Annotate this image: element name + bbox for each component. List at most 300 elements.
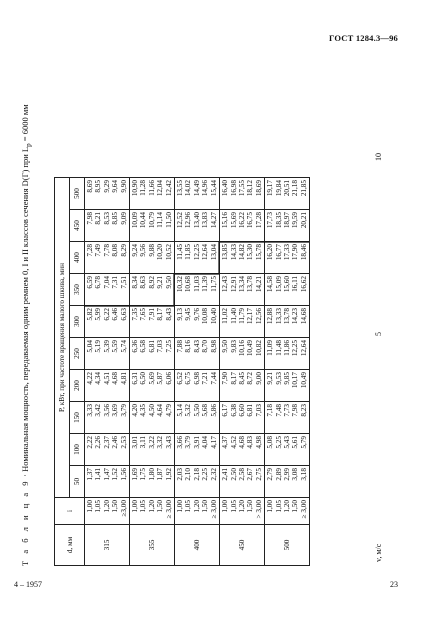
diameter-cell: 355: [130, 525, 175, 566]
power-value: 19,84: [274, 180, 283, 197]
power-values-cell: [85, 338, 130, 370]
power-value: 8,92: [147, 276, 156, 289]
speed-header-200: 200: [70, 370, 85, 402]
ratio-value: 1,00: [176, 500, 185, 513]
power-value: 3,79: [184, 436, 193, 449]
ratio-cell: [265, 498, 310, 525]
power-value: 5,82: [86, 308, 94, 321]
power-value: 3,69: [111, 404, 120, 417]
power-value: 12,52: [176, 212, 185, 229]
power-value: 4,34: [94, 372, 103, 385]
power-value: 8,53: [102, 212, 111, 225]
power-values-cell: [265, 434, 310, 466]
ratio-cell: [220, 498, 265, 525]
power-value: 14,27: [209, 212, 218, 229]
power-value: 5,50: [192, 404, 201, 417]
power-value: 4,79: [164, 404, 173, 417]
power-value: 2,58: [237, 468, 246, 481]
power-values-cell: [175, 210, 220, 242]
speed-header-350: 350: [70, 274, 85, 306]
power-value: 12,64: [299, 340, 308, 357]
ratio-value: 1,05: [184, 500, 193, 513]
power-value: 8,29: [119, 244, 128, 257]
power-value: 7,18: [266, 404, 275, 417]
power-value: 18,69: [254, 180, 263, 197]
power-value: 7,31: [111, 276, 120, 289]
power-value: 18,97: [282, 212, 291, 229]
power-value: 3,11: [139, 436, 148, 449]
power-value: 10,20: [156, 244, 165, 261]
power-value: 9,50: [221, 340, 230, 353]
power-value: 13,85: [221, 244, 230, 261]
ratio-value: 1,20: [192, 500, 201, 513]
power-values-cell: [130, 402, 175, 434]
diameter-cell: 400: [175, 525, 220, 566]
power-value: 3,32: [156, 436, 165, 449]
power-value: 4,22: [86, 372, 94, 385]
ratio-value: 1,00: [131, 500, 140, 513]
power-value: 4,37: [221, 436, 230, 449]
power-value: 2,46: [111, 436, 120, 449]
power-value: 11,39: [201, 276, 210, 292]
power-value: 10,40: [209, 308, 218, 325]
power-value: 8,69: [86, 180, 94, 193]
power-value: 8,43: [164, 308, 173, 321]
power-values-cell: [130, 306, 175, 338]
power-value: 5,69: [147, 372, 156, 385]
power-value: 17,28: [254, 212, 263, 229]
speed-header-150: 150: [70, 402, 85, 434]
power-value: 7,44: [209, 372, 218, 385]
power-value: 2,50: [229, 468, 238, 481]
power-values-cell: [130, 274, 175, 306]
power-value: 12,91: [229, 276, 238, 293]
power-value: 11,85: [184, 244, 193, 260]
ratio-value: 1,05: [229, 500, 238, 513]
power-value: 9,24: [131, 244, 140, 257]
power-value: 10,32: [176, 276, 185, 293]
power-value: 11,86: [282, 340, 291, 356]
power-value: 3,42: [94, 404, 103, 417]
power-values-cell: [175, 306, 220, 338]
power-value: 10,90: [131, 180, 140, 197]
power-value: 12,96: [184, 212, 193, 229]
power-value: 4,81: [119, 372, 128, 385]
power-value: 1,52: [111, 468, 120, 481]
power-values-cell: [220, 434, 265, 466]
power-value: 9,90: [119, 180, 128, 193]
power-value: 3,79: [119, 404, 128, 417]
velocity-mark-10: 10: [374, 153, 383, 161]
power-value: 10,82: [254, 340, 263, 357]
power-values-cell: [130, 370, 175, 402]
speed-header-100: 100: [70, 434, 85, 466]
power-value: 7,73: [282, 404, 291, 417]
power-value: 9,56: [139, 244, 148, 257]
power-values-cell: [130, 210, 175, 242]
power-values-cell: [220, 466, 265, 498]
diameter-cell: 450: [220, 525, 265, 566]
power-value: 16,22: [237, 212, 246, 229]
power-value: 11,66: [147, 180, 156, 196]
power-value: 14,68: [299, 308, 308, 325]
power-value: 2,25: [201, 468, 210, 481]
power-value: 2,32: [209, 468, 218, 481]
power-values-cell: [220, 274, 265, 306]
speed-header-250: 250: [70, 338, 85, 370]
power-value: 11,09: [266, 340, 275, 356]
power-value: 2,67: [246, 468, 255, 481]
power-value: 14,23: [291, 308, 300, 325]
power-value: 4,83: [246, 436, 255, 449]
diameter-cell: 500: [265, 525, 310, 566]
power-value: 11,75: [209, 276, 218, 292]
power-value: 4,20: [131, 404, 140, 417]
power-value: 7,35: [131, 308, 140, 321]
power-value: 9,50: [164, 276, 173, 289]
power-value: 7,25: [164, 340, 173, 353]
ratio-value: 1,20: [237, 500, 246, 513]
power-value: 9,13: [176, 308, 185, 321]
power-value: 3,91: [192, 436, 201, 449]
table-row: [130, 178, 175, 566]
rotated-table-block: [20, 56, 400, 566]
power-value: 5,19: [94, 340, 103, 353]
ratio-value: ≥ 3,00: [164, 500, 173, 519]
power-value: 18,35: [274, 212, 283, 229]
col-header-d: d, мм: [55, 525, 85, 566]
power-value: 10,49: [299, 372, 308, 389]
power-value: 11,79: [237, 308, 246, 324]
power-values-cell: [175, 274, 220, 306]
power-value: 1,56: [119, 468, 128, 481]
power-value: 21,85: [299, 180, 308, 197]
power-value: 9,21: [266, 372, 275, 385]
power-value: 6,63: [119, 308, 128, 321]
ratio-value: ≥ 3,00: [299, 500, 308, 519]
power-value: 1,75: [139, 468, 148, 481]
table-row: [265, 178, 310, 566]
ratio-cell: [85, 498, 130, 525]
power-value: 14,96: [201, 180, 210, 197]
power-values-cell: [130, 466, 175, 498]
ratio-value: 1,00: [86, 500, 94, 513]
power-value: 12,17: [246, 308, 255, 325]
power-value: 9,76: [192, 308, 201, 321]
power-value: 10,08: [201, 308, 210, 325]
power-value: 8,08: [111, 244, 120, 257]
power-value: 20,51: [282, 180, 291, 197]
power-value: 20,21: [299, 212, 308, 229]
power-values-cell: [220, 402, 265, 434]
power-value: 12,43: [221, 276, 230, 293]
power-value: 8,72: [246, 372, 255, 385]
power-value: 5,39: [102, 340, 111, 353]
power-value: 5,14: [176, 404, 185, 417]
power-value: 8,85: [111, 212, 120, 225]
ratio-value: 1,20: [282, 500, 291, 513]
power-values-cell: [130, 338, 175, 370]
power-values-cell: [175, 242, 220, 274]
power-value: 4,52: [229, 436, 238, 449]
ratio-value: 1,00: [221, 500, 230, 513]
power-value: 16,75: [246, 212, 255, 229]
power-value: 6,98: [192, 372, 201, 385]
power-value: 2,75: [254, 468, 263, 481]
power-value: 5,68: [201, 404, 210, 417]
power-value: 14,02: [184, 180, 193, 197]
caption-label: Т а б л и ц а 9: [20, 478, 30, 566]
power-value: 5,86: [209, 404, 218, 417]
power-value: 1,87: [156, 468, 165, 481]
power-values-cell: [265, 210, 310, 242]
power-value: 13,83: [201, 212, 210, 229]
col-header-i: i: [55, 498, 85, 525]
power-value: 9,83: [229, 340, 238, 353]
power-value: 13,33: [274, 308, 283, 325]
power-value: 6,17: [221, 404, 230, 417]
power-value: 9,64: [111, 180, 120, 193]
power-value: 18,12: [246, 180, 255, 197]
power-values-cell: [175, 402, 220, 434]
power-value: 1,69: [131, 468, 140, 481]
power-values-cell: [85, 178, 130, 210]
power-value: 7,51: [119, 276, 128, 289]
power-value: 16,98: [229, 180, 238, 197]
table-row: [220, 178, 265, 566]
power-value: 5,04: [86, 340, 94, 353]
power-value: 6,60: [237, 404, 246, 417]
power-value: 15,78: [254, 244, 263, 261]
power-values-cell: [175, 370, 220, 402]
power-value: 5,87: [156, 372, 165, 385]
power-value: 11,28: [139, 180, 148, 196]
power-value: 8,34: [131, 276, 140, 289]
table-row: [175, 178, 220, 566]
velocity-mark-5: 5: [374, 332, 383, 336]
power-value: 2,26: [94, 436, 103, 449]
power-values-cell: [220, 178, 265, 210]
power-value: 7,21: [201, 372, 210, 385]
power-value: 11,40: [229, 308, 238, 324]
power-value: 14,21: [254, 276, 263, 293]
power-value: 10,68: [184, 276, 193, 293]
power-value: 6,46: [111, 308, 120, 321]
power-value: 6,81: [147, 340, 156, 353]
power-values-cell: [85, 306, 130, 338]
ratio-value: 1,20: [102, 500, 111, 513]
power-values-cell: [220, 306, 265, 338]
power-value: 9,88: [147, 244, 156, 257]
power-value: 7,48: [274, 404, 283, 417]
power-value: 10,16: [237, 340, 246, 357]
power-value: 8,16: [184, 340, 193, 353]
speed-header-300: 300: [70, 306, 85, 338]
power-values-cell: [85, 466, 130, 498]
power-value: 6,52: [176, 372, 185, 385]
power-value: 1,47: [102, 468, 111, 481]
power-value: 1,80: [147, 468, 156, 481]
power-value: 10,17: [291, 372, 300, 389]
power-value: 6,36: [131, 340, 140, 353]
power-values-cell: [220, 338, 265, 370]
power-value: 3,43: [164, 436, 173, 449]
power-value: 17,73: [266, 212, 275, 229]
power-value: 19,17: [266, 180, 275, 197]
ratio-cell: [130, 498, 175, 525]
power-value: 5,08: [266, 436, 275, 449]
power-value: 7,49: [94, 244, 103, 257]
power-value: 17,55: [237, 180, 246, 197]
table-row: [85, 178, 130, 566]
power-values-cell: [130, 434, 175, 466]
power-value: 9,29: [102, 180, 111, 193]
power-value: 17,90: [291, 244, 300, 261]
power-values-cell: [220, 242, 265, 274]
ratio-value: 1,50: [201, 500, 210, 513]
power-value: 8,45: [237, 372, 246, 385]
power-value: 2,89: [274, 468, 283, 481]
power-value: 8,17: [229, 372, 238, 385]
power-value: 21,18: [291, 180, 300, 197]
power-value: 10,44: [139, 212, 148, 229]
power-value: 14,33: [229, 244, 238, 261]
ratio-value: 1,05: [139, 500, 148, 513]
power-value: 11,45: [176, 244, 185, 260]
power-table: [54, 177, 310, 566]
power-value: 4,17: [209, 436, 218, 449]
speed-header-400: 400: [70, 242, 85, 274]
power-value: 2,22: [86, 436, 94, 449]
power-values-cell: [85, 210, 130, 242]
page-number: 23: [390, 580, 398, 589]
power-value: 9,09: [119, 212, 128, 225]
power-value: 13,34: [237, 276, 246, 293]
ratio-value: 1,20: [147, 500, 156, 513]
power-values-cell: [265, 466, 310, 498]
power-value: 10,49: [246, 340, 255, 357]
power-values-cell: [175, 466, 220, 498]
power-value: 5,59: [111, 340, 120, 353]
power-value: 5,74: [119, 340, 128, 353]
ratio-cell: [175, 498, 220, 525]
power-value: 2,37: [102, 436, 111, 449]
speed-header-50: 50: [70, 466, 85, 498]
power-value: 8,98: [209, 340, 218, 353]
power-value: 11,50: [164, 212, 173, 228]
group-header: P, кВт, при частоте вращения малого шкива, мин: [55, 178, 70, 498]
document-header: ГОСТ 1284.3—96: [328, 33, 398, 43]
power-value: 8,23: [299, 404, 308, 417]
ratio-value: ≥3,00: [119, 500, 128, 517]
ratio-value: ≥ 3,00: [209, 500, 218, 519]
caption-tail: = 6000 мм: [20, 104, 30, 144]
power-value: 12,25: [291, 340, 300, 357]
power-value: 5,61: [291, 436, 300, 449]
power-value: 4,35: [139, 404, 148, 417]
power-value: 15,30: [246, 244, 255, 261]
power-values-cell: [265, 370, 310, 402]
power-value: 3,08: [291, 468, 300, 481]
power-value: 7,28: [86, 244, 94, 257]
footer-left: 4 – 1957: [14, 580, 42, 589]
power-value: 7,88: [176, 340, 185, 353]
power-value: 6,81: [246, 404, 255, 417]
power-value: 7,98: [291, 404, 300, 417]
power-value: 10,09: [131, 212, 140, 229]
power-value: 6,50: [139, 372, 148, 385]
power-value: 6,78: [94, 276, 103, 289]
power-value: 5,25: [274, 436, 283, 449]
power-value: 1,37: [86, 468, 94, 481]
power-value: 6,38: [229, 404, 238, 417]
power-value: 2,18: [192, 468, 201, 481]
power-value: 2,53: [119, 436, 128, 449]
power-value: 3,18: [299, 468, 308, 481]
power-value: 11,48: [274, 340, 283, 356]
power-value: 6,31: [131, 372, 140, 385]
power-value: 2,03: [176, 468, 185, 481]
power-value: 8,63: [139, 276, 148, 289]
speed-header-500: 500: [70, 178, 85, 210]
power-value: 5,43: [282, 436, 291, 449]
power-value: 14,49: [192, 180, 201, 197]
power-value: 7,03: [254, 404, 263, 417]
velocity-label: v, м/с: [374, 543, 383, 562]
power-value: 7,04: [102, 276, 111, 289]
power-value: 4,04: [201, 436, 210, 449]
caption-subscript: р: [24, 143, 33, 147]
power-value: 2,99: [282, 468, 291, 481]
power-value: 9,45: [184, 308, 193, 321]
power-value: 13,55: [176, 180, 185, 197]
power-value: 3,56: [102, 404, 111, 417]
power-value: 5,99: [94, 308, 103, 321]
ratio-value: > 3,00: [254, 500, 263, 519]
power-value: 13,78: [246, 276, 255, 293]
ratio-value: 1,05: [274, 500, 283, 513]
power-values-cell: [265, 402, 310, 434]
power-values-cell: [175, 434, 220, 466]
power-value: 12,88: [266, 308, 275, 325]
power-value: 6,22: [102, 308, 111, 321]
power-value: 13,78: [282, 308, 291, 325]
power-value: 7,90: [221, 372, 230, 385]
ratio-value: 1,50: [291, 500, 300, 513]
power-values-cell: [265, 274, 310, 306]
power-value: 15,16: [221, 212, 230, 229]
power-value: 18,46: [299, 244, 308, 261]
power-value: 7,91: [147, 308, 156, 321]
power-values-cell: [220, 210, 265, 242]
power-value: 8,21: [94, 212, 103, 225]
power-values-cell: [175, 178, 220, 210]
diameter-cell: 315: [85, 525, 130, 566]
power-value: 8,17: [156, 308, 165, 321]
power-value: 4,68: [111, 372, 120, 385]
power-value: 15,60: [282, 276, 291, 293]
power-value: 5,32: [184, 404, 193, 417]
power-value: 14,58: [266, 276, 275, 293]
power-value: 12,25: [192, 244, 201, 261]
power-value: 11,03: [192, 276, 201, 292]
power-value: 15,44: [209, 180, 218, 197]
ratio-value: 1,50: [111, 500, 120, 513]
power-value: 19,59: [291, 212, 300, 229]
power-value: 4,68: [237, 436, 246, 449]
power-value: 16,77: [274, 244, 283, 261]
power-value: 16,20: [266, 244, 275, 261]
